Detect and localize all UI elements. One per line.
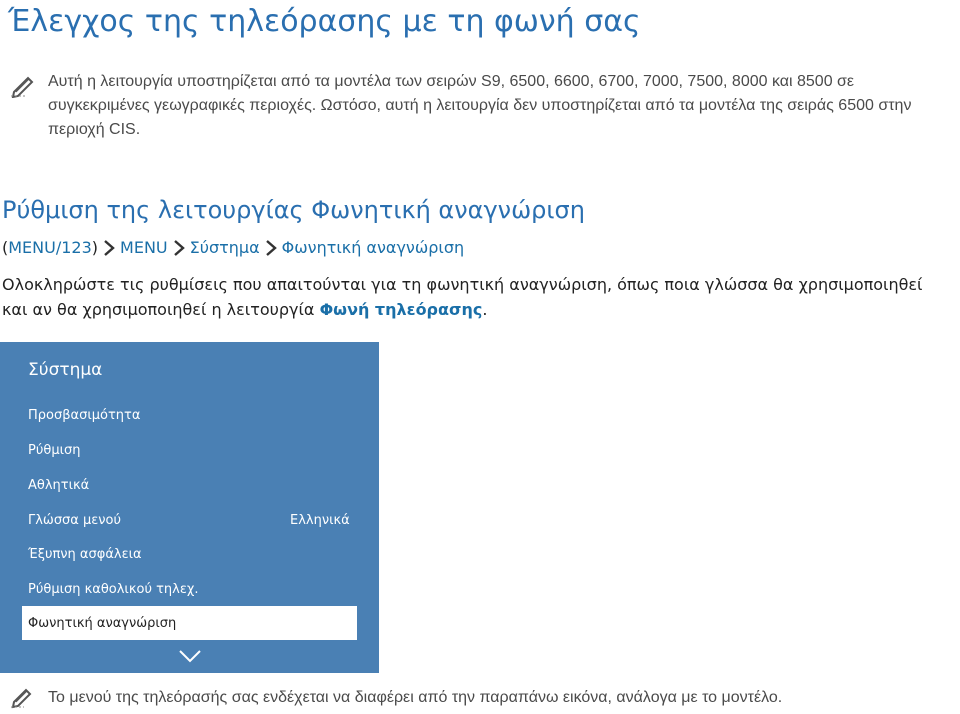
note-text: Το μενού της τηλεόρασής σας ενδέχεται να διαφέρει από την παραπάνω εικόνα, ανάλογα με το μοντέλο. <box>48 689 783 706</box>
menu-item-label: Έξυπνη ασφάλεια <box>28 547 142 562</box>
menu-item-sports[interactable] <box>28 478 358 493</box>
paragraph-end: . <box>482 300 488 319</box>
chevron-right-icon <box>102 240 116 256</box>
menu-item-label: Ρύθμιση καθολικού τηλεχ. <box>28 582 199 597</box>
menu-item-label: Αθλητικά <box>28 478 90 493</box>
path-menu123: MENU/123 <box>8 238 92 257</box>
description-paragraph <box>2 272 952 322</box>
system-menu-panel <box>0 342 379 673</box>
menu-item-universal-remote[interactable] <box>28 582 358 597</box>
menu-path-breadcrumb <box>2 238 464 257</box>
path-close-paren: ) <box>91 238 99 257</box>
chevron-right-icon <box>172 240 186 256</box>
note-text: Αυτή η λειτουργία υποστηρίζεται από τα μοντέλα των σειρών S9, 6500, 6600, 6700, 7000, 7500, 8000 και 8500 σε συγκεκριμένες γεωγραφικές περιοχές. Ωστόσο, αυτή η λειτουργία δεν υποστηρίζεται από τα μοντέλα της σειράς 6500 στην περιοχή CIS. <box>48 73 912 138</box>
menu-item-label: Γλώσσα μενού <box>28 513 122 528</box>
path-system: Σύστημα <box>189 238 260 257</box>
path-voice-recognition: Φωνητική αναγνώριση <box>281 238 465 257</box>
menu-item-accessibility[interactable] <box>28 408 358 423</box>
menu-item-menu-language[interactable] <box>28 513 358 528</box>
menu-item-label: Φωνητική αναγνώριση <box>28 615 177 631</box>
page-title: Έλεγχος της τηλεόρασης με τη φωνή σας <box>8 4 641 39</box>
pencil-note-icon <box>8 70 48 98</box>
menu-item-label: Προσβασιμότητα <box>28 408 141 423</box>
menu-item-label: Ρύθμιση <box>28 443 81 458</box>
menu-item-value: Ελληνικά <box>290 513 350 528</box>
chevron-down-icon[interactable] <box>178 648 202 664</box>
panel-title: Σύστημα <box>28 360 103 380</box>
note-model-support <box>8 70 928 142</box>
menu-item-smart-security[interactable] <box>28 547 358 562</box>
menu-item-voice-recognition[interactable] <box>22 606 357 640</box>
section-title: Ρύθμιση της λειτουργίας Φωνητική αναγνώριση <box>2 196 585 224</box>
menu-item-setup[interactable] <box>28 443 358 458</box>
chevron-right-icon <box>264 240 278 256</box>
paragraph-bold-term: Φωνή τηλεόρασης <box>319 300 483 319</box>
path-menu: MENU <box>120 238 168 257</box>
paragraph-text: Ολοκληρώστε τις ρυθμίσεις που απαιτούνται για τη φωνητική αναγνώριση, όπως ποια γλώσσα θα χρησιμοποιηθεί και αν θα χρησιμοποιηθεί η λειτουργία <box>2 275 923 319</box>
path-open-paren: ( <box>2 238 9 257</box>
